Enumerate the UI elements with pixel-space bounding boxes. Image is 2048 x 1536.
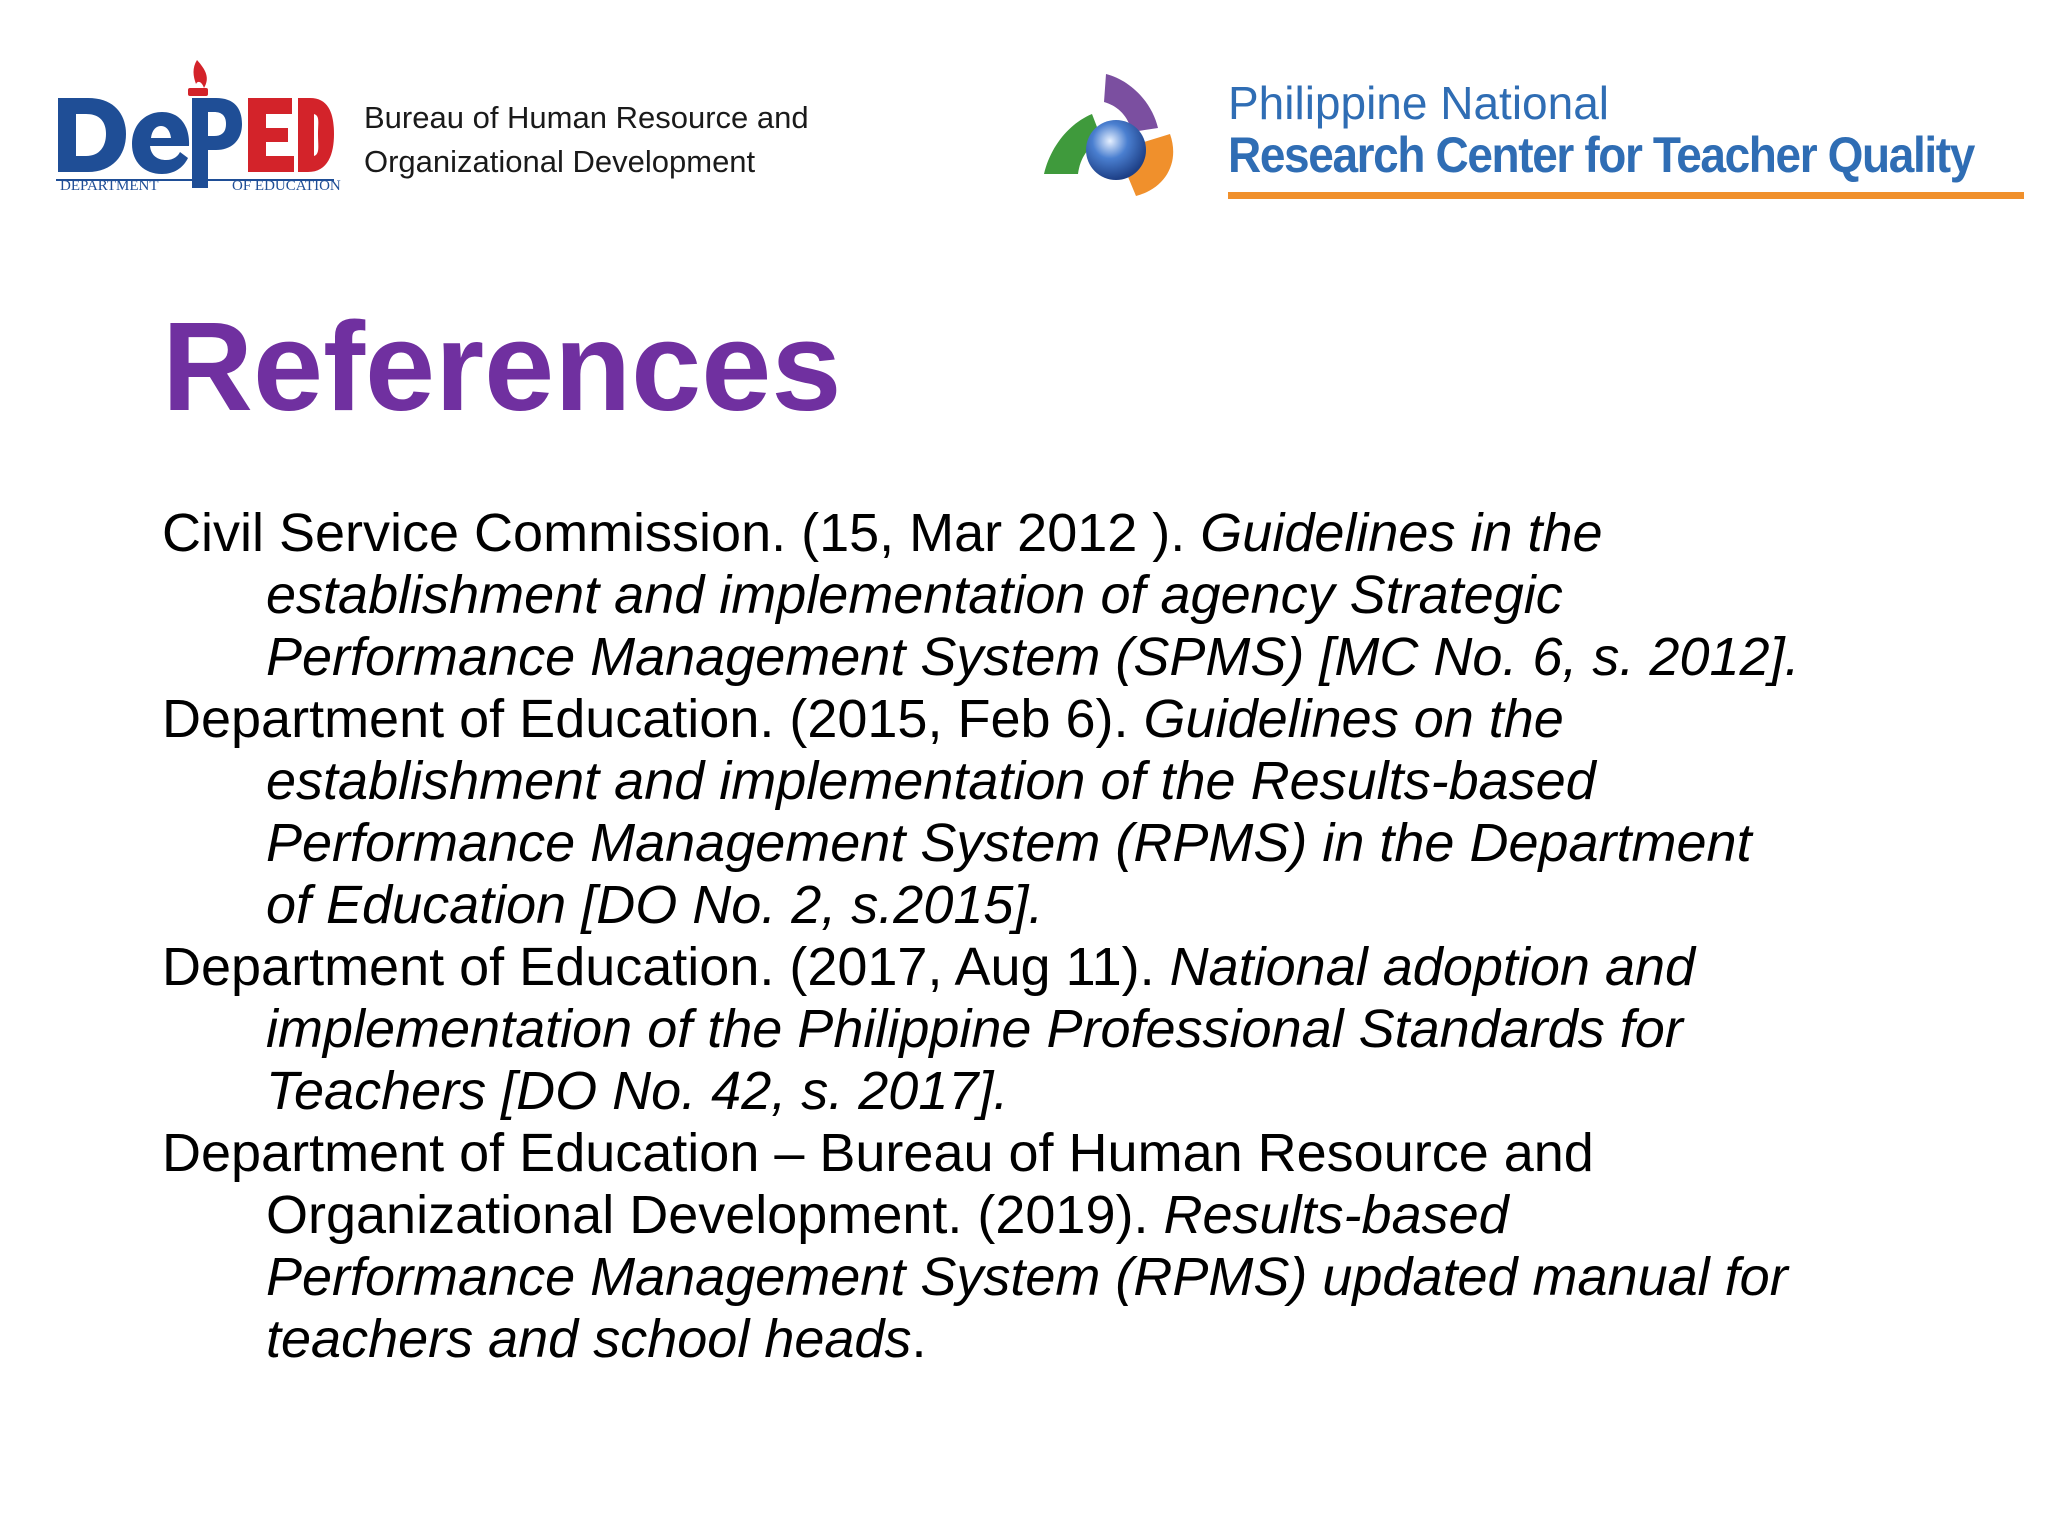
pnrc-line-1: Philippine National: [1228, 77, 1610, 129]
bureau-line-2: Organizational Development: [364, 144, 756, 179]
reference-title-text: Guidelines on the: [1143, 689, 1564, 749]
reference-item: [162, 688, 2002, 936]
reference-list: [162, 502, 2002, 1370]
reference-title-text: establishment and implementation of the Results-based: [266, 751, 1596, 811]
reference-title-text: Performance Management System (RPMS) in the Department: [266, 813, 1752, 873]
reference-title-text: of Education [DO No. 2, s.2015].: [266, 875, 1044, 935]
deped-caption-right: OF EDUCATION: [232, 178, 341, 194]
reference-title-text: establishment and implementation of agency Strategic: [266, 565, 1563, 625]
reference-title-text: National adoption and: [1169, 937, 1696, 997]
reference-line: [162, 1060, 2002, 1122]
reference-title-text: Teachers [DO No. 42, s. 2017].: [266, 1061, 1009, 1121]
bureau-name: [364, 96, 809, 184]
reference-author-date: Department of Education – Bureau of Human Resource and: [162, 1123, 1594, 1183]
deped-logo: [56, 54, 341, 200]
pnrc-logo: [1040, 70, 1186, 200]
pnrc-title: [1228, 78, 2028, 199]
reference-line: [162, 874, 2002, 936]
reference-line: [162, 750, 2002, 812]
reference-line: [162, 936, 2002, 998]
reference-line: [162, 1122, 2002, 1184]
reference-author-date: Department of Education. (2017, Aug 11).: [162, 937, 1170, 997]
reference-line: [162, 688, 2002, 750]
reference-title-text: teachers and school heads: [266, 1309, 912, 1369]
reference-author-date: Civil Service Commission. (15, Mar 2012 ).: [162, 503, 1201, 563]
reference-punctuation: .: [911, 1309, 927, 1369]
deped-caption-left: DEPARTMENT: [60, 178, 159, 194]
reference-line: [162, 812, 2002, 874]
reference-title-text: Results-based: [1163, 1185, 1509, 1245]
reference-title-text: implementation of the Philippine Professional Standards for: [266, 999, 1683, 1059]
reference-item: [162, 502, 2002, 688]
reference-line: [162, 1246, 2002, 1308]
reference-title-text: Performance Management System (SPMS) [MC No. 6, s. 2012].: [266, 627, 1800, 687]
reference-item: [162, 1122, 2002, 1370]
reference-title-text: Performance Management System (RPMS) updated manual for: [266, 1247, 1788, 1307]
reference-line: [162, 998, 2002, 1060]
bureau-line-1: Bureau of Human Resource and: [364, 100, 809, 135]
pnrc-line-2: Research Center for Teacher Quality: [1228, 127, 1974, 183]
reference-item: [162, 936, 2002, 1122]
reference-line: [162, 564, 2002, 626]
pnrc-divider: [1228, 192, 2024, 199]
reference-title-text: Guidelines in the: [1200, 503, 1603, 563]
reference-author-date: Department of Education. (2015, Feb 6).: [162, 689, 1144, 749]
reference-line: [162, 502, 2002, 564]
reference-line: [162, 1184, 2002, 1246]
pnrc-logo-graphic: [1040, 70, 1186, 200]
reference-line: [162, 626, 2002, 688]
reference-line: [162, 1308, 2002, 1370]
reference-author-date: Organizational Development. (2019).: [266, 1185, 1164, 1245]
page-title: References: [162, 296, 842, 437]
